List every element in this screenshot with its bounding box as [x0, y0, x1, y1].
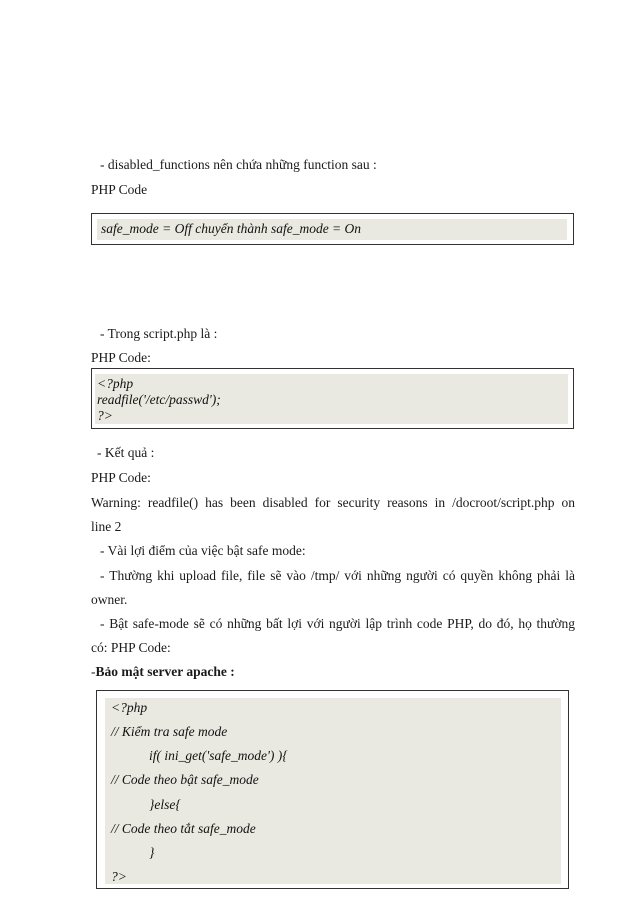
code-box-1 [91, 213, 574, 245]
code-line: // Code theo tắt safe_mode [111, 821, 256, 836]
disabled-functions-line: - disabled_functions nên chứa những function sau : [100, 157, 377, 172]
security-heading-text: Bảo mật server apache : [95, 664, 235, 679]
code-line: // Code theo bật safe_mode [111, 772, 259, 787]
warning-line-2: line 2 [91, 519, 122, 534]
security-heading [91, 664, 235, 680]
code-line: <?php [111, 700, 148, 715]
code-line: <?php [97, 376, 134, 391]
code-box-1-content [97, 219, 567, 240]
upload-line-1: - Thường khi upload file, file sẽ vào /tmp/ với những người có quyền không phải là [100, 568, 575, 583]
code-line: }else{ [149, 797, 181, 812]
code-box-2-content [95, 374, 568, 424]
php-code-label-2: PHP Code: [91, 350, 151, 365]
code-line: ?> [97, 408, 113, 423]
ket-qua-line: - Kết quả : [97, 445, 155, 460]
php-code-label-1: PHP Code [91, 182, 148, 197]
code-box-3 [96, 690, 569, 889]
code-box-3-content [105, 698, 561, 884]
warning-line-1: Warning: readfile() has been disabled for security reasons in /docroot/script.php on [91, 495, 575, 510]
code-line: } [149, 845, 155, 860]
code-line: readfile('/etc/passwd'); [97, 392, 221, 407]
code-line: safe_mode = Off chuyển thành safe_mode = On [101, 221, 362, 236]
trong-script-line: - Trong script.php là : [100, 326, 218, 341]
safe-mode-line-2: có: PHP Code: [91, 640, 171, 655]
advantages-line: - Vài lợi điểm của việc bật safe mode: [100, 543, 306, 558]
code-line: // Kiểm tra safe mode [111, 724, 228, 739]
security-prefix: - [91, 664, 96, 679]
code-line: ?> [111, 869, 127, 884]
code-box-2 [91, 368, 574, 429]
safe-mode-line-1: - Bật safe-mode sẽ có những bất lợi với người lập trình code PHP, do đó, họ thường [100, 616, 575, 631]
upload-line-2: owner. [91, 592, 128, 607]
code-line: if( ini_get('safe_mode') ){ [149, 748, 288, 763]
php-code-label-3: PHP Code: [91, 470, 151, 485]
